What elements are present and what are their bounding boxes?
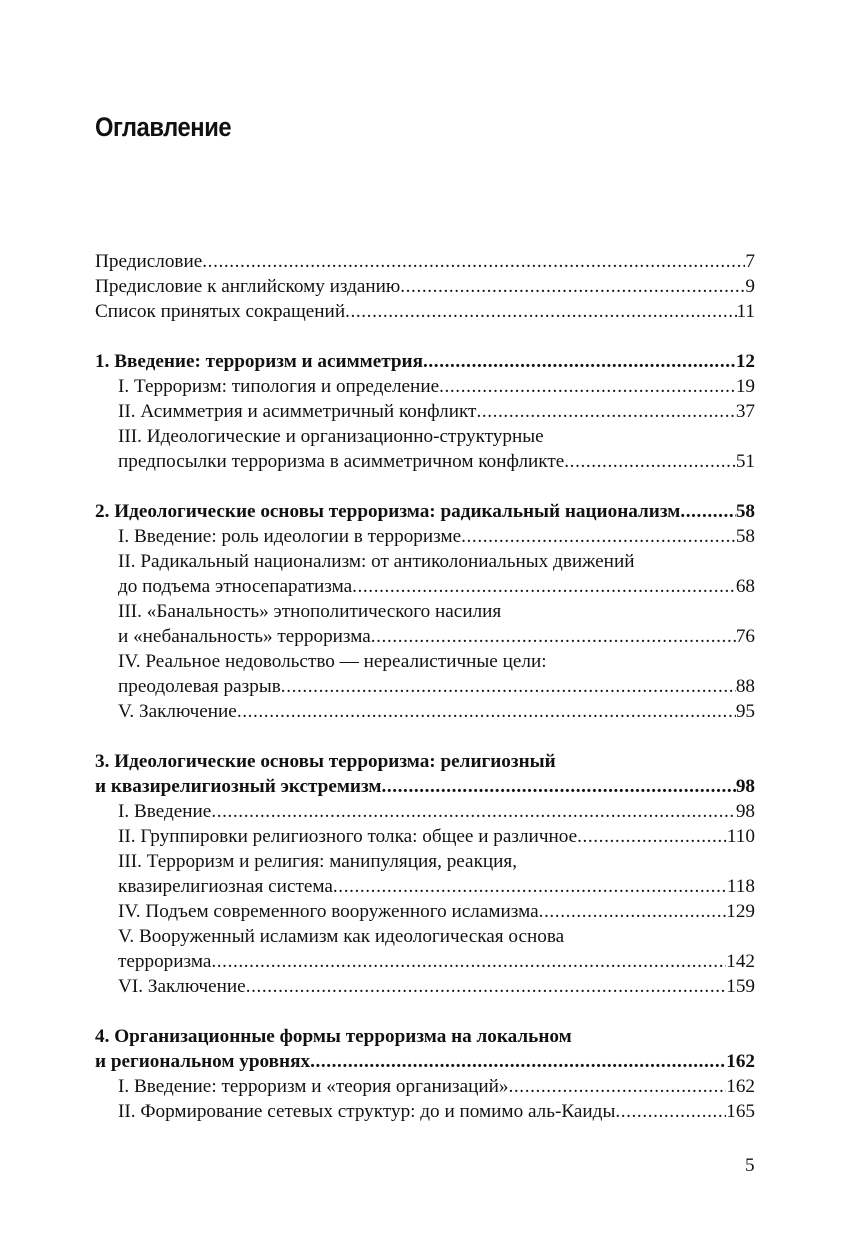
chapter-title: 2. Идеологические основы терроризма: радикальный национализм bbox=[95, 501, 681, 522]
section-entry bbox=[95, 949, 755, 974]
section-entry bbox=[95, 874, 755, 899]
chapter-title: и квазирелигиозный экстремизм bbox=[95, 776, 382, 797]
section-entry bbox=[95, 524, 755, 549]
toc-page-number: 51 bbox=[735, 451, 755, 472]
toc-page-number: 58 bbox=[735, 526, 755, 547]
section-title: I. Введение: роль идеологии в терроризме bbox=[118, 526, 462, 547]
chapter-entry bbox=[95, 499, 755, 524]
section-entry bbox=[95, 1074, 755, 1099]
toc-page-number: 58 bbox=[735, 501, 755, 522]
dot-leader bbox=[371, 624, 736, 649]
toc-page-number: 98 bbox=[735, 776, 755, 797]
toc-page-number: 142 bbox=[726, 951, 755, 972]
toc-page-number: 76 bbox=[735, 626, 755, 647]
dot-leader bbox=[400, 274, 745, 299]
front-matter-entry bbox=[95, 299, 755, 324]
toc-page-number: 118 bbox=[726, 876, 755, 897]
section-title-line: IV. Реальное недовольство — нереалистичные цели: bbox=[118, 651, 547, 672]
dot-leader bbox=[345, 299, 736, 324]
section-title: II. Асимметрия и асимметричный конфликт bbox=[118, 401, 477, 422]
toc-page-number: 129 bbox=[726, 901, 755, 922]
dot-leader bbox=[461, 524, 736, 549]
section-title: преодолевая разрыв bbox=[118, 676, 281, 697]
dot-leader bbox=[211, 949, 726, 974]
dot-leader bbox=[615, 1099, 726, 1124]
page-title: Оглавление bbox=[95, 112, 232, 142]
section-title: до подъема этносепаратизма bbox=[118, 576, 353, 597]
toc-page-number: 37 bbox=[735, 401, 755, 422]
dot-leader bbox=[202, 249, 745, 274]
dot-leader bbox=[310, 1049, 726, 1074]
chapter-title: 1. Введение: терроризм и асимметрия bbox=[95, 351, 423, 372]
chapter-title-line: 4. Организационные формы терроризма на локальном bbox=[95, 1026, 572, 1047]
chapter-block bbox=[95, 1024, 755, 1124]
section-title: IV. Подъем современного вооруженного исламизма bbox=[118, 901, 539, 922]
section-title: II. Группировки религиозного толка: общее и различное bbox=[118, 826, 578, 847]
dot-leader bbox=[352, 574, 736, 599]
dot-leader bbox=[439, 374, 736, 399]
table-of-contents bbox=[95, 249, 755, 1149]
chapter-entry bbox=[95, 1049, 755, 1074]
section-entry bbox=[95, 374, 755, 399]
section-entry bbox=[95, 449, 755, 474]
chapter-block bbox=[95, 349, 755, 474]
section-title: V. Заключение bbox=[118, 701, 237, 722]
dot-leader bbox=[211, 799, 735, 824]
toc-entry-title: Предисловие bbox=[95, 251, 203, 272]
page-number: 5 bbox=[745, 1155, 755, 1176]
toc-page-number: 88 bbox=[735, 676, 755, 697]
section-entry bbox=[95, 624, 755, 649]
section-entry bbox=[95, 574, 755, 599]
section-entry bbox=[95, 799, 755, 824]
toc-page-number: 68 bbox=[735, 576, 755, 597]
toc-page-number: 7 bbox=[745, 251, 755, 272]
dot-leader bbox=[423, 349, 736, 374]
dot-leader bbox=[577, 824, 727, 849]
section-title: квазирелигиозная система bbox=[118, 876, 333, 897]
toc-page-number: 98 bbox=[735, 801, 755, 822]
toc-page-number: 9 bbox=[745, 276, 755, 297]
toc-entry-title: Список принятых сокращений bbox=[95, 301, 346, 322]
section-title-line: III. Терроризм и религия: манипуляция, реакция, bbox=[118, 851, 518, 872]
section-title-line: III. Идеологические и организационно-структурные bbox=[118, 426, 544, 447]
section-title-line: II. Радикальный национализм: от антиколониальных движений bbox=[118, 551, 635, 572]
section-entry bbox=[95, 824, 755, 849]
section-title: I. Введение: терроризм и «теория организаций» bbox=[118, 1076, 509, 1097]
chapter-entry bbox=[95, 774, 755, 799]
chapter-block bbox=[95, 749, 755, 999]
section-title: VI. Заключение bbox=[118, 976, 246, 997]
dot-leader bbox=[564, 449, 736, 474]
chapter-title: и региональном уровнях bbox=[95, 1051, 311, 1072]
toc-page-number: 165 bbox=[726, 1101, 755, 1122]
chapter-block bbox=[95, 499, 755, 724]
section-title: II. Формирование сетевых структур: до и помимо аль-Каиды bbox=[118, 1101, 616, 1122]
section-entry bbox=[95, 674, 755, 699]
toc-page-number: 159 bbox=[726, 976, 755, 997]
section-entry bbox=[95, 899, 755, 924]
toc-page-number: 19 bbox=[735, 376, 755, 397]
section-entry bbox=[95, 399, 755, 424]
section-entry bbox=[95, 699, 755, 724]
section-title: терроризма bbox=[118, 951, 212, 972]
toc-page-number: 162 bbox=[726, 1051, 755, 1072]
section-title: и «небанальность» терроризма bbox=[118, 626, 371, 647]
front-matter-entry bbox=[95, 249, 755, 274]
section-entry bbox=[95, 1099, 755, 1124]
dot-leader bbox=[237, 699, 736, 724]
section-title-line: III. «Банальность» этнополитического насилия bbox=[118, 601, 502, 622]
dot-leader bbox=[281, 674, 736, 699]
front-matter-entry bbox=[95, 274, 755, 299]
toc-page-number: 11 bbox=[736, 301, 755, 322]
toc-page-number: 110 bbox=[726, 826, 755, 847]
chapter-title-line: 3. Идеологические основы терроризма: религиозный bbox=[95, 751, 556, 772]
toc-page-number: 95 bbox=[735, 701, 755, 722]
dot-leader bbox=[246, 974, 727, 999]
dot-leader bbox=[539, 899, 727, 924]
front-matter-block bbox=[95, 249, 755, 324]
section-entry bbox=[95, 974, 755, 999]
dot-leader bbox=[509, 1074, 727, 1099]
section-title: I. Терроризм: типология и определение bbox=[118, 376, 440, 397]
chapter-entry bbox=[95, 349, 755, 374]
section-title: предпосылки терроризма в асимметричном конфликте bbox=[118, 451, 565, 472]
section-title-line: V. Вооруженный исламизм как идеологическая основа bbox=[118, 926, 565, 947]
toc-page-number: 162 bbox=[726, 1076, 755, 1097]
dot-leader bbox=[476, 399, 735, 424]
dot-leader bbox=[381, 774, 735, 799]
section-title: I. Введение bbox=[118, 801, 212, 822]
dot-leader bbox=[680, 499, 735, 524]
dot-leader bbox=[333, 874, 727, 899]
toc-entry-title: Предисловие к английскому изданию bbox=[95, 276, 401, 297]
toc-page-number: 12 bbox=[735, 351, 755, 372]
